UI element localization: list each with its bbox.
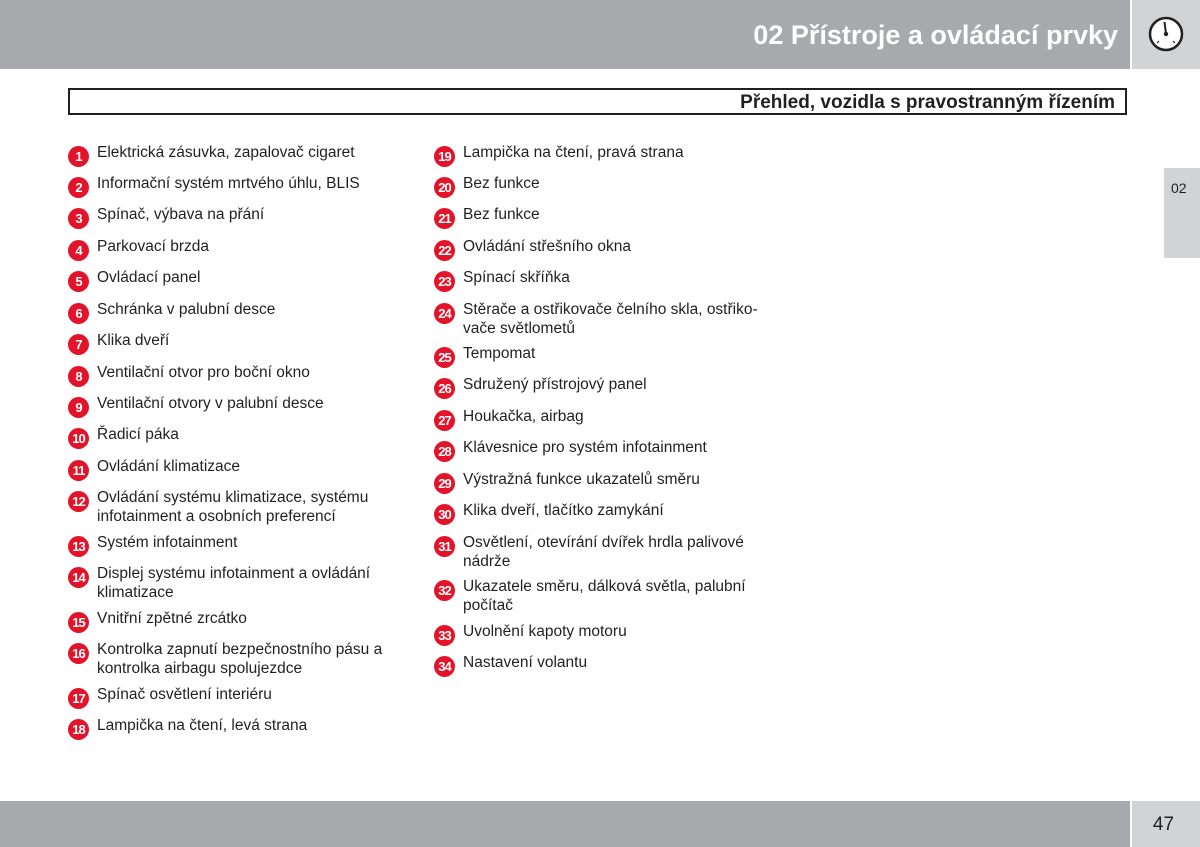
legend-item [434, 470, 779, 489]
legend-number-badge: 20 [434, 177, 455, 198]
legend-item [68, 685, 403, 704]
legend-item [68, 300, 403, 319]
legend-text: Ventilační otvory v palubní desce [97, 395, 324, 412]
legend-text: Nastavení volantu [463, 654, 588, 671]
legend-text: Spínač osvětlení interiéru [97, 686, 272, 703]
legend-text: Houkačka, airbag [463, 408, 584, 425]
legend-number-badge: 25 [434, 347, 455, 368]
chapter-side-tab [1164, 168, 1200, 258]
legend-item [68, 457, 403, 476]
legend-text: Spínač, výbava na přání [97, 206, 265, 223]
legend-text: Výstražná funkce ukazatelů směru [463, 471, 700, 488]
section-title: Přehled, vozidla s pravostranným řízením [740, 92, 1115, 113]
legend-item [434, 438, 779, 457]
legend-text: Parkovací brzda [97, 238, 209, 255]
legend-text: Bez funkce [463, 175, 540, 192]
legend-item [68, 237, 403, 256]
legend-number-badge: 10 [68, 428, 89, 449]
legend-number-badge: 12 [68, 491, 89, 512]
legend-text: Ovládání střešního okna [463, 238, 632, 255]
legend-text: Stěrače a ostřikovače čelního skla, ostřiko-vače světlometů [463, 301, 758, 337]
legend-item [68, 174, 403, 193]
legend-item [434, 622, 779, 641]
chapter-title: 02 Přístroje a ovládací prvky [753, 20, 1118, 50]
legend-item [434, 653, 779, 672]
legend-number-badge: 2 [68, 177, 89, 198]
legend-text: Lampička na čtení, pravá strana [463, 144, 684, 161]
legend-number-badge: 8 [68, 366, 89, 387]
legend-number-badge: 3 [68, 208, 89, 229]
legend-text: Tempomat [463, 345, 536, 362]
legend-item [68, 394, 403, 413]
legend-item [68, 205, 403, 224]
footer-bar [0, 801, 1130, 847]
legend-item [434, 533, 779, 571]
legend-item [434, 300, 779, 338]
legend-item [68, 640, 403, 678]
legend-number-badge: 15 [68, 612, 89, 633]
legend-text: Lampička na čtení, levá strana [97, 717, 308, 734]
legend-number-badge: 18 [68, 719, 89, 740]
chapter-side-tab-label: 02 [1171, 180, 1187, 196]
legend-number-badge: 16 [68, 643, 89, 664]
legend-number-badge: 11 [68, 460, 89, 481]
legend-item [68, 564, 403, 602]
legend-item [68, 488, 403, 526]
legend-item [434, 237, 779, 256]
legend-item [68, 331, 403, 350]
legend-item [68, 143, 403, 162]
legend-text: Klávesnice pro systém infotainment [463, 439, 707, 456]
legend-item [434, 577, 779, 615]
legend-text: Uvolnění kapoty motoru [463, 623, 627, 640]
legend-number-badge: 29 [434, 473, 455, 494]
legend-number-badge: 24 [434, 303, 455, 324]
legend-text: Sdružený přístrojový panel [463, 376, 647, 393]
legend-number-badge: 9 [68, 397, 89, 418]
legend-number-badge: 30 [434, 504, 455, 525]
legend-item [68, 716, 403, 735]
chapter-icon-box [1132, 0, 1200, 69]
legend-number-badge: 23 [434, 271, 455, 292]
legend-text: Ukazatele směru, dálková světla, palubní počítač [463, 578, 746, 614]
section-header [68, 88, 1127, 115]
legend-number-badge: 34 [434, 656, 455, 677]
legend-text: Displej systému infotainment a ovládání klimatizace [97, 565, 371, 601]
legend-item [434, 174, 779, 193]
page-number: 47 [1152, 814, 1175, 835]
legend-number-badge: 5 [68, 271, 89, 292]
legend-number-badge: 6 [68, 303, 89, 324]
legend-text: Elektrická zásuvka, zapalovač cigaret [97, 144, 355, 161]
legend-number-badge: 13 [68, 536, 89, 557]
legend-number-badge: 19 [434, 146, 455, 167]
legend-number-badge: 7 [68, 334, 89, 355]
legend-item [68, 609, 403, 628]
legend-item [434, 344, 779, 363]
legend-item [434, 375, 779, 394]
legend-item [68, 363, 403, 382]
legend-item [434, 205, 779, 224]
chapter-header [0, 0, 1130, 69]
legend-text: Systém infotainment [97, 534, 238, 551]
legend-number-badge: 14 [68, 567, 89, 588]
legend-number-badge: 4 [68, 240, 89, 261]
legend-item [434, 143, 779, 162]
legend-text: Vnitřní zpětné zrcátko [97, 610, 247, 627]
legend-text: Ovládání klimatizace [97, 458, 241, 475]
legend-text: Ovládání systému klimatizace, systému infotainment a osobních preferencí [97, 489, 369, 525]
legend-number-badge: 33 [434, 625, 455, 646]
legend-text: Klika dveří, tlačítko zamykání [463, 502, 664, 519]
legend-text: Ovládací panel [97, 269, 201, 286]
gauge-icon [1148, 16, 1184, 52]
legend-number-badge: 17 [68, 688, 89, 709]
legend-number-badge: 27 [434, 410, 455, 431]
legend-number-badge: 26 [434, 378, 455, 399]
legend-item [68, 425, 403, 444]
legend-number-badge: 21 [434, 208, 455, 229]
legend-text: Bez funkce [463, 206, 540, 223]
legend-text: Klika dveří [97, 332, 170, 349]
legend-text: Osvětlení, otevírání dvířek hrdla palivové nádrže [463, 534, 744, 570]
legend-item [434, 268, 779, 287]
legend-text: Spínací skříňka [463, 269, 570, 286]
page-number-box [1132, 801, 1200, 847]
legend-text: Schránka v palubní desce [97, 301, 276, 318]
legend-item [68, 533, 403, 552]
legend-number-badge: 28 [434, 441, 455, 462]
legend-item [68, 268, 403, 287]
legend-number-badge: 31 [434, 536, 455, 557]
legend-number-badge: 32 [434, 580, 455, 601]
legend-text: Řadicí páka [97, 426, 179, 443]
legend-text: Kontrolka zapnutí bezpečnostního pásu a kontrolka airbagu spolujezdce [97, 641, 383, 677]
legend-item [434, 501, 779, 520]
legend-number-badge: 22 [434, 240, 455, 261]
legend-text: Ventilační otvor pro boční okno [97, 364, 310, 381]
legend-item [434, 407, 779, 426]
legend-text: Informační systém mrtvého úhlu, BLIS [97, 175, 360, 192]
legend-number-badge: 1 [68, 146, 89, 167]
